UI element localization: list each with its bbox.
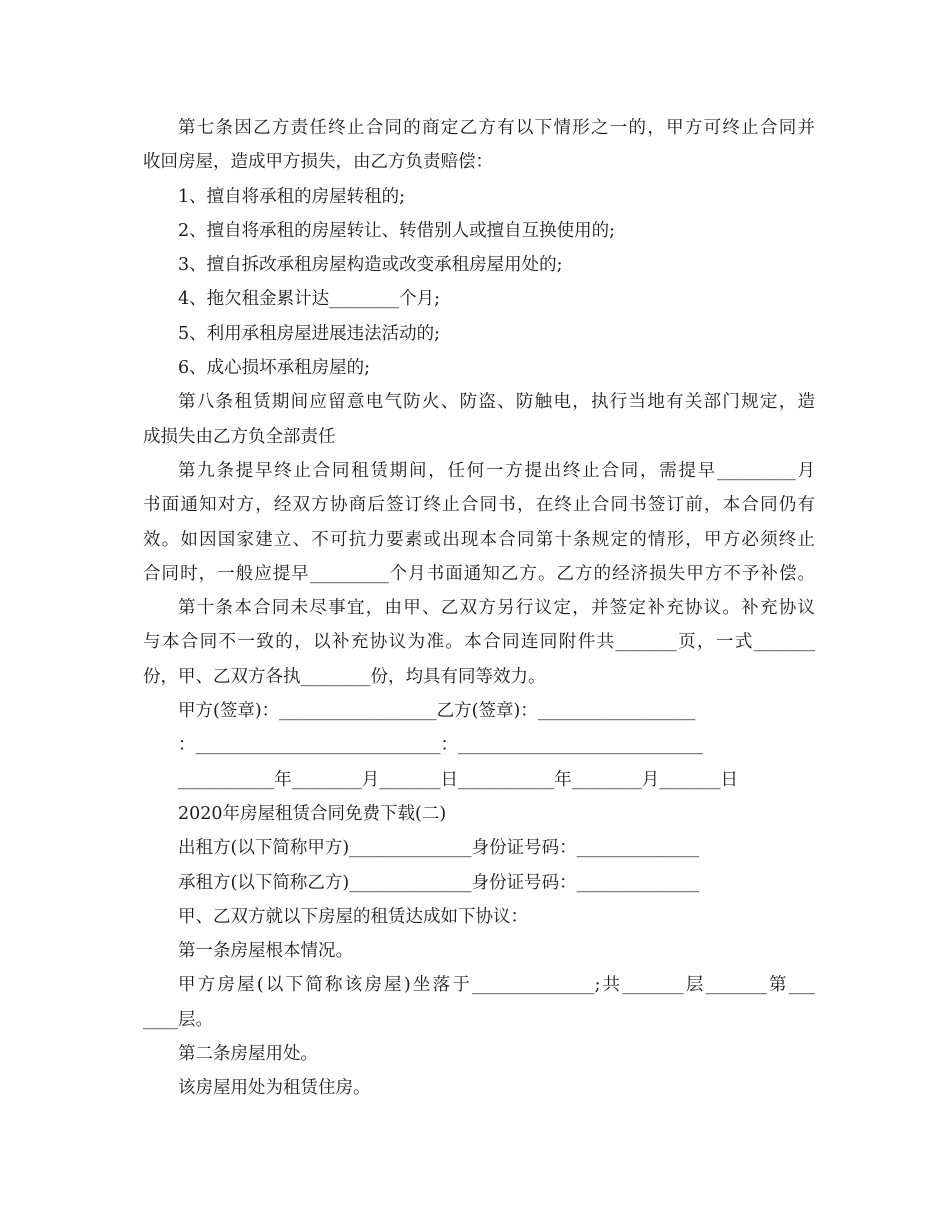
clause-7-item-6: 6、成心损坏承租房屋的;	[178, 358, 371, 379]
agreement-intro: 甲、乙双方就以下房屋的租赁达成如下协议：	[178, 906, 528, 927]
clause-7-item-2: 2、擅自将承租的房屋转让、转借别人或擅自互换使用的;	[178, 220, 616, 241]
clause-10-line-2: 与本合同不一致的，以补充协议为准。本合同连同附件共_______页，一式_______	[143, 632, 815, 653]
clause-8-line-2: 成损失由乙方负全部责任	[143, 426, 336, 447]
clause-7-item-5: 5、利用承租房屋进展违法活动的;	[178, 323, 441, 344]
clause-9-line-2: 书面通知对方，经双方协商后签订终止合同书，在终止合同书签订前，本合同仍有	[143, 495, 815, 516]
clause-9-line-1: 第九条提早终止合同租赁期间，任何一方提出终止合同，需提早_________月	[178, 460, 815, 481]
clause-10-line-3: 份，甲、乙双方各执________份，均具有同等效力。	[143, 666, 546, 687]
signature-line: 甲方(签章)：__________________乙方(签章)：__________________	[178, 701, 696, 722]
lessee-line: 承租方(以下简称乙方)______________身份证号码：______________	[178, 872, 700, 893]
clause-7-item-1: 1、擅自将承租的房屋转租的;	[178, 186, 406, 207]
article-1-line-2: ____层。	[143, 1009, 213, 1030]
article-1-title: 第一条房屋根本情况。	[178, 941, 353, 962]
signature-date-line: ___________年________月_______日___________年________月_______日	[178, 769, 738, 790]
clause-9-line-4: 合同时，一般应提早_________个月书面通知乙方。乙方的经济损失甲方不予补偿。	[143, 563, 815, 584]
clause-9-line-3: 效。如因国家建立、不可抗力要素或出现本合同第十条规定的情形，甲方必须终止	[143, 529, 815, 550]
article-1-line-1: 甲方房屋(以下简称该房屋)坐落于______________;共_______层_______第___	[178, 975, 815, 996]
lessor-line: 出租方(以下简称甲方)______________身份证号码：______________	[178, 838, 700, 859]
article-2-text: 该房屋用处为租赁住房。	[178, 1078, 371, 1099]
article-2-title: 第二条房屋用处。	[178, 1044, 318, 1065]
clause-10-line-1: 第十条本合同未尽事宜，由甲、乙双方另行议定，并签定补充协议。补充协议	[178, 598, 815, 619]
clause-8-line-1: 第八条租赁期间应留意电气防火、防盗、防触电，执行当地有关部门规定，造	[178, 392, 815, 413]
clause-7-line-1: 第七条因乙方责任终止合同的商定乙方有以下情形之一的，甲方可终止合同并	[178, 118, 815, 138]
section-2-title: 2020年房屋租赁合同免费下载(二)	[178, 803, 447, 824]
contract-page	[143, 111, 815, 1106]
clause-7-item-3: 3、擅自拆改承租房屋构造或改变承租房屋用处的;	[178, 255, 563, 276]
signature-extra-line: ：____________________________：____________________________	[178, 735, 703, 756]
clause-7-item-4: 4、拖欠租金累计达________个月;	[178, 289, 441, 310]
clause-7-line-2: 收回房屋，造成甲方损失，由乙方负责赔偿：	[143, 152, 493, 173]
